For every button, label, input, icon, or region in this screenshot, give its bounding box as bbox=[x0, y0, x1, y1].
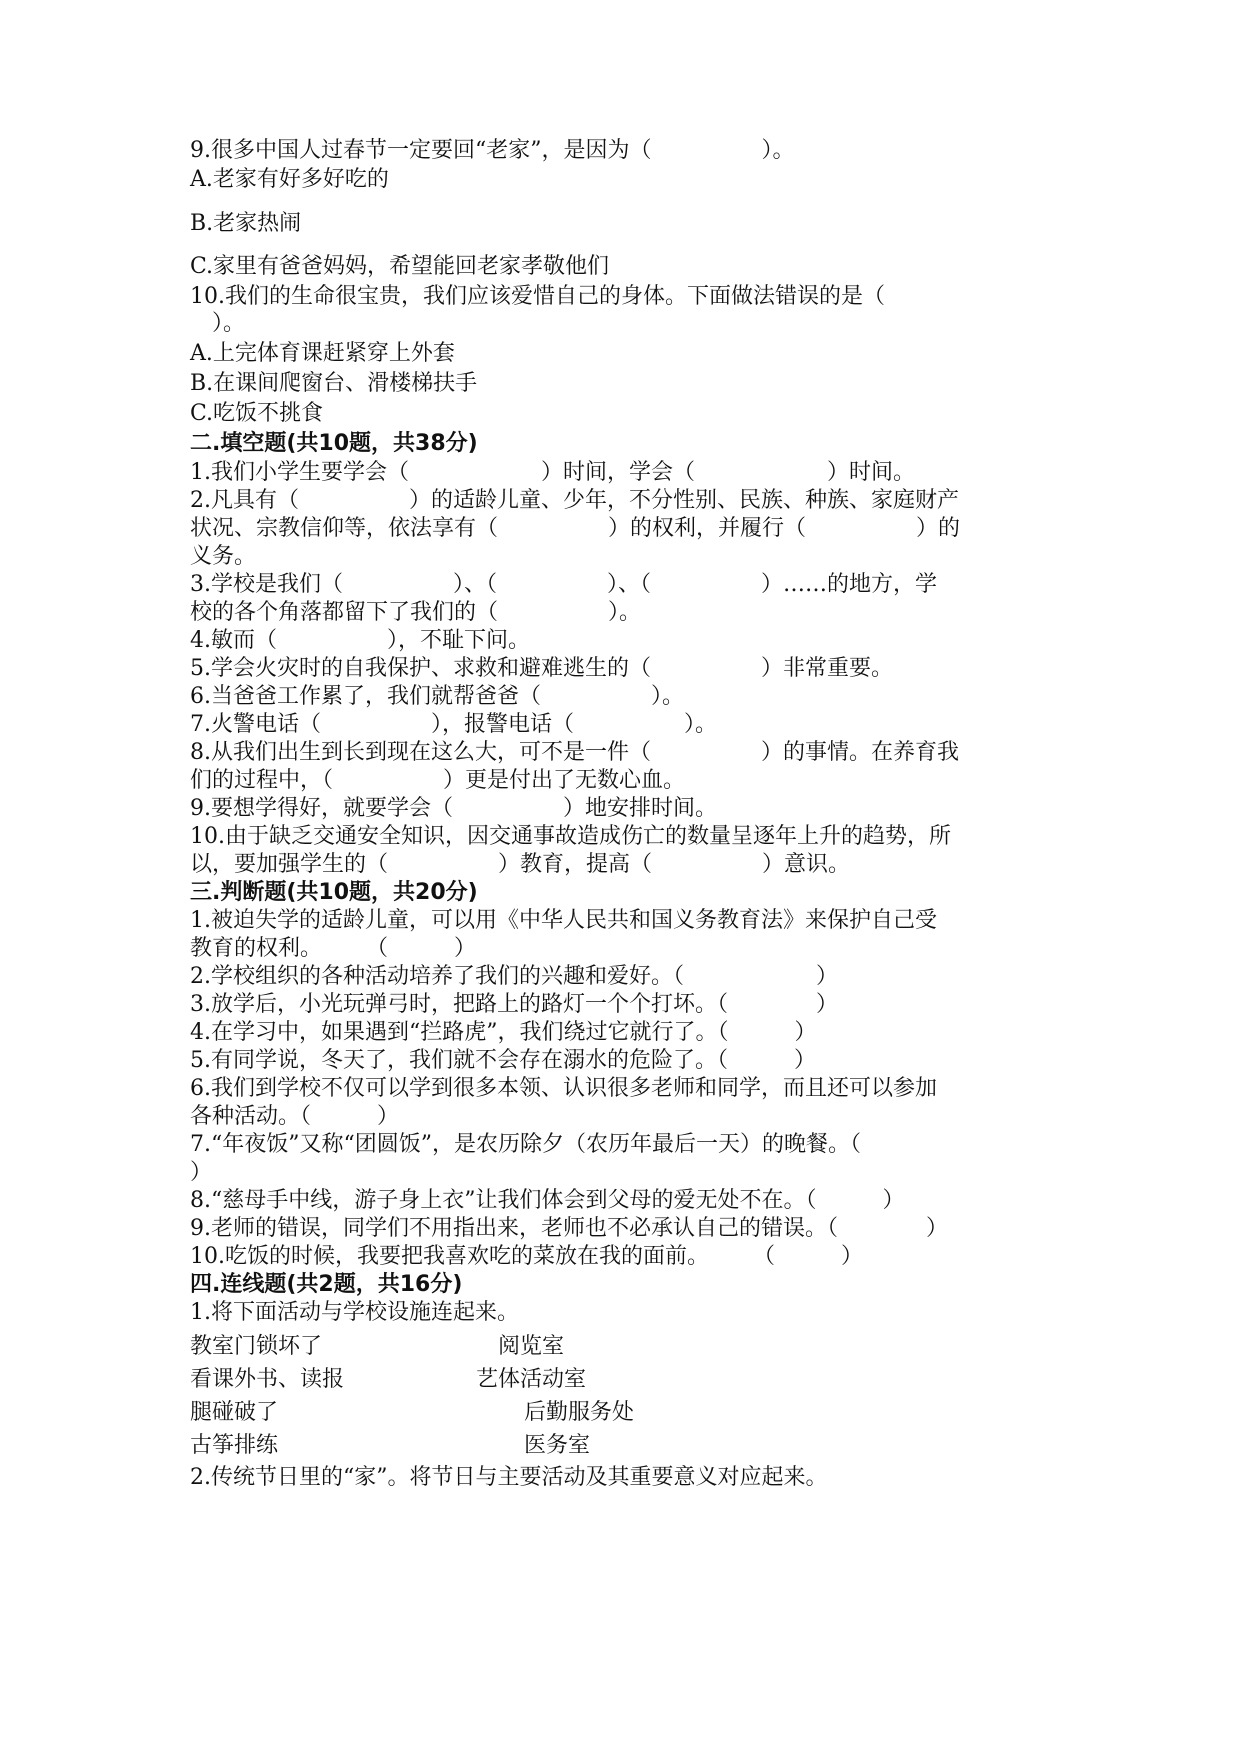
fill-line: 10.由于缺乏交通安全知识，因交通事故造成伤亡的数量呈逐年上升的趋势，所 bbox=[190, 824, 951, 849]
section-2-heading: 二.填空题(共10题，共38分) bbox=[190, 431, 478, 456]
judge-line: 1.被迫失学的适龄儿童，可以用《中华人民共和国义务教育法》来保护自己受 bbox=[190, 908, 937, 933]
question-9-option-a: A.老家有好多好吃的 bbox=[190, 167, 389, 192]
question-10-option-c: C.吃饭不挑食 bbox=[190, 401, 324, 426]
judge-line: 各种活动。（ ） bbox=[190, 1104, 400, 1129]
question-10-line-2: ）。 bbox=[190, 311, 246, 336]
judge-line: 7.“年夜饭”又称“团圆饭”，是农历除夕（农历年最后一天）的晚餐。（ bbox=[190, 1132, 861, 1157]
question-10-option-b: B.在课间爬窗台、滑楼梯扶手 bbox=[190, 371, 478, 396]
question-10-option-a: A.上完体育课赶紧穿上外套 bbox=[190, 341, 455, 366]
judge-line: 10.吃饭的时候，我要把我喜欢吃的菜放在我的面前。 （ ） bbox=[190, 1244, 863, 1269]
question-9: 9.很多中国人过春节一定要回“老家”，是因为（ ）。 bbox=[190, 138, 795, 163]
judge-line: 3.放学后，小光玩弹弓时，把路上的路灯一个个打坏。（ ） bbox=[190, 992, 838, 1017]
fill-line: 义务。 bbox=[190, 544, 257, 569]
fill-line: 1.我们小学生要学会（ ）时间，学会（ ）时间。 bbox=[190, 460, 915, 485]
fill-line: 以，要加强学生的（ ）教育，提高（ ）意识。 bbox=[190, 852, 851, 877]
match-right-item: 阅览室 bbox=[498, 1334, 565, 1359]
fill-line: 5.学会火灾时的自我保护、求救和避难逃生的（ ）非常重要。 bbox=[190, 656, 893, 681]
judge-line: 教育的权利。 （ ） bbox=[190, 936, 477, 961]
section-4-heading: 四.连线题(共2题，共16分) bbox=[190, 1272, 463, 1297]
fill-line: 8.从我们出生到长到现在这么大，可不是一件（ ）的事情。在养育我 bbox=[190, 740, 959, 765]
fill-line: 6.当爸爸工作累了，我们就帮爸爸（ ）。 bbox=[190, 684, 684, 709]
judge-line: 4.在学习中，如果遇到“拦路虎”，我们绕过它就行了。（ ） bbox=[190, 1020, 817, 1045]
question-9-option-b: B.老家热闹 bbox=[190, 211, 302, 236]
match-left-item: 腿碰破了 bbox=[190, 1400, 279, 1425]
match-left-item: 教室门锁坏了 bbox=[190, 1334, 323, 1359]
match-right-item: 医务室 bbox=[524, 1433, 591, 1458]
fill-line: 3.学校是我们（ ）、（ ）、（ ）……的地方，学 bbox=[190, 572, 937, 597]
judge-line: ） bbox=[190, 1160, 213, 1185]
judge-line: 6.我们到学校不仅可以学到很多本领、认识很多老师和同学，而且还可以参加 bbox=[190, 1076, 937, 1101]
match-question-1: 1.将下面活动与学校设施连起来。 bbox=[190, 1300, 519, 1325]
match-right-item: 后勤服务处 bbox=[524, 1400, 635, 1425]
fill-line: 校的各个角落都留下了我们的（ ）。 bbox=[190, 600, 642, 625]
fill-line: 2.凡具有（ ）的适龄儿童、少年，不分性别、民族、种族、家庭财产 bbox=[190, 488, 959, 513]
match-left-item: 看课外书、读报 bbox=[190, 1367, 345, 1392]
judge-line: 9.老师的错误，同学们不用指出来，老师也不必承认自己的错误。（ ） bbox=[190, 1216, 948, 1241]
match-question-2: 2.传统节日里的“家”。将节日与主要活动及其重要意义对应起来。 bbox=[190, 1465, 828, 1490]
match-left-item: 古筝排练 bbox=[190, 1433, 279, 1458]
fill-line: 4.敏而（ ），不耻下问。 bbox=[190, 628, 530, 653]
fill-line: 们的过程中，（ ）更是付出了无数心血。 bbox=[190, 768, 686, 793]
fill-line: 9.要想学得好，就要学会（ ）地安排时间。 bbox=[190, 796, 717, 821]
judge-line: 2.学校组织的各种活动培养了我们的兴趣和爱好。（ ） bbox=[190, 964, 838, 989]
question-9-option-c: C.家里有爸爸妈妈，希望能回老家孝敬他们 bbox=[190, 254, 610, 279]
section-3-heading: 三.判断题(共10题，共20分) bbox=[190, 880, 478, 905]
judge-line: 8.“慈母手中线，游子身上衣”让我们体会到父母的爱无处不在。（ ） bbox=[190, 1188, 905, 1213]
question-10-line-1: 10.我们的生命很宝贵，我们应该爱惜自己的身体。下面做法错误的是（ bbox=[190, 284, 885, 309]
judge-line: 5.有同学说，冬天了，我们就不会存在溺水的危险了。（ ） bbox=[190, 1048, 816, 1073]
fill-line: 7.火警电话（ ），报警电话（ ）。 bbox=[190, 712, 717, 737]
fill-line: 状况、宗教信仰等，依法享有（ ）的权利，并履行（ ）的 bbox=[190, 516, 961, 541]
match-right-item: 艺体活动室 bbox=[476, 1367, 587, 1392]
